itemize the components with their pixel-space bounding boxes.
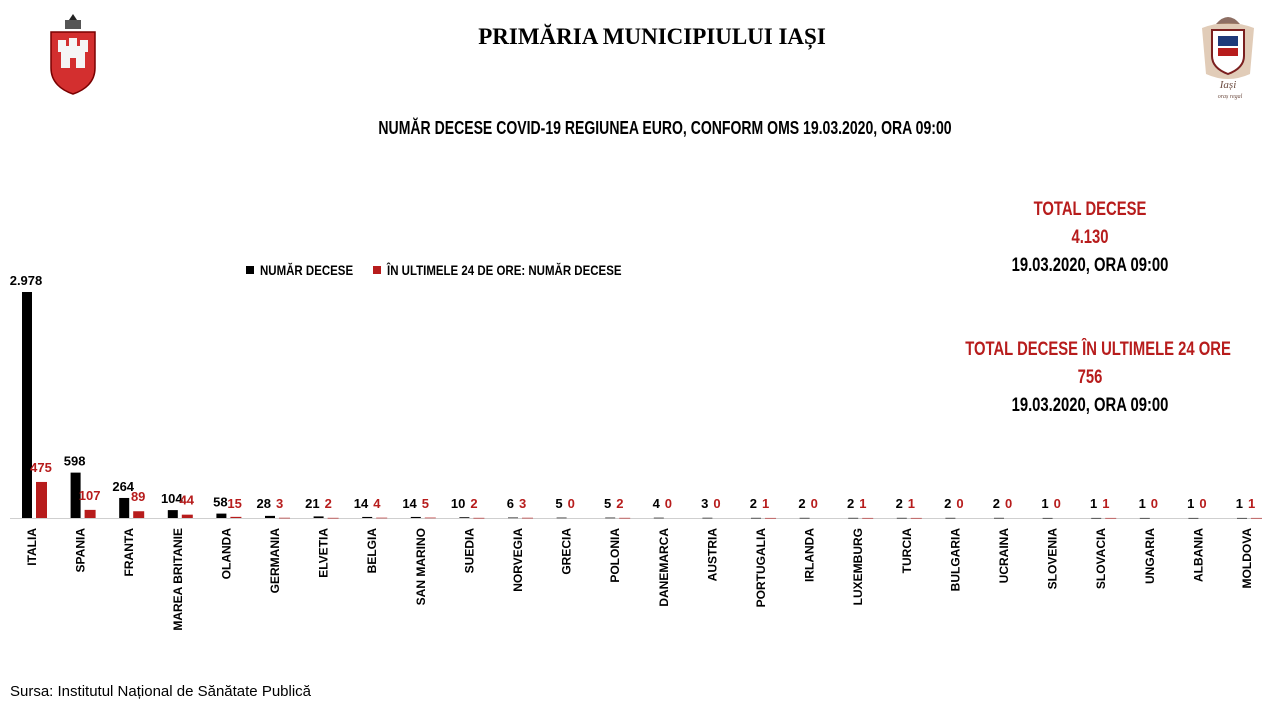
category-tick-label: LUXEMBURG — [851, 528, 866, 606]
data-label-last24: 5 — [421, 496, 430, 511]
bar-total-elvetia — [314, 516, 324, 518]
category-tick-label: MOLDOVA — [1240, 528, 1254, 589]
source-note: Sursa: Institutul Național de Sănătate Publică — [10, 683, 312, 700]
last24-deaths-value: 756 — [1077, 367, 1103, 388]
category-tick-label: ELVETIA — [316, 528, 331, 578]
bar-last24-italia — [36, 482, 47, 518]
bar-total-grecia — [557, 518, 567, 519]
data-label-last24: 0 — [956, 496, 964, 511]
bar-last24-olanda — [230, 517, 241, 518]
svg-text:Iași: Iași — [1219, 79, 1237, 91]
bar-total-ucraina — [994, 518, 1004, 519]
category-tick-label: NORVEGIA — [511, 528, 525, 592]
data-label-total: 598 — [63, 453, 86, 469]
data-label-total: 104 — [160, 491, 183, 507]
data-label-total: 264 — [112, 478, 135, 494]
data-label-last24: 4 — [373, 496, 381, 511]
chart-title: NUMĂR DECESE COVID-19 REGIUNEA EURO, CONFORM OMS 19.03.2020, ORA 09:00 — [378, 118, 952, 138]
data-label-total: 3 — [701, 496, 709, 511]
category-tick-label: FRANTA — [122, 528, 137, 577]
bar-total-polonia — [605, 518, 615, 519]
category-tick-label: GRECIA — [559, 528, 574, 575]
data-label-last24: 2 — [470, 496, 478, 511]
total-deaths-label: TOTAL DECESE — [1033, 199, 1147, 220]
category-tick-label: PORTUGALIA — [754, 528, 768, 608]
data-label-total: 2 — [749, 496, 757, 511]
bar-last24-luxemburg — [862, 518, 873, 519]
category-tick-label: ITALIA — [25, 528, 39, 566]
bar-last24-turcia — [911, 518, 922, 519]
bar-last24-moldova — [1251, 518, 1262, 519]
bar-total-germania — [265, 516, 275, 518]
bar-total-marea-britanie — [168, 510, 178, 518]
category-tick-label: ALBANIA — [1191, 528, 1206, 582]
category-tick-label: SUEDIA — [462, 528, 477, 574]
total-deaths-date: 19.03.2020, ORA 09:00 — [1011, 255, 1169, 276]
data-label-last24: 89 — [130, 489, 146, 505]
data-label-total: 2 — [944, 496, 952, 511]
data-label-last24: 0 — [1150, 496, 1159, 511]
data-label-last24: 1 — [859, 496, 867, 511]
category-tick-label: BULGARIA — [948, 528, 963, 592]
data-label-total: 2 — [895, 496, 903, 511]
data-label-total: 2 — [798, 496, 806, 511]
last24-deaths-date: 19.03.2020, ORA 09:00 — [1011, 395, 1169, 416]
data-label-last24: 3 — [276, 496, 284, 511]
category-tick-label: GERMANIA — [268, 528, 282, 594]
bar-last24-elvetia — [328, 518, 339, 519]
bar-last24-polonia — [619, 518, 630, 519]
data-label-last24: 15 — [227, 496, 242, 511]
category-tick-label: UNGARIA — [1142, 528, 1157, 584]
category-tick-label: SPANIA — [73, 528, 88, 573]
category-tick-label: TURCIA — [899, 528, 914, 574]
bar-total-albania — [1188, 518, 1198, 519]
data-label-total: 1 — [1187, 496, 1195, 511]
data-label-total: 28 — [256, 496, 271, 511]
bar-last24-spania — [85, 510, 96, 518]
category-tick-label: BELGIA — [365, 528, 380, 574]
bar-total-bulgaria — [945, 518, 955, 519]
category-tick-label: SAN MARINO — [413, 528, 428, 606]
data-label-last24: 0 — [567, 496, 575, 511]
data-label-last24: 1 — [1102, 496, 1110, 511]
category-tick-label: AUSTRIA — [705, 528, 720, 582]
data-label-total: 2 — [992, 496, 1000, 511]
data-label-last24: 1 — [762, 496, 770, 511]
data-label-last24: 3 — [519, 496, 527, 511]
data-label-last24: 0 — [713, 496, 721, 511]
bar-total-slovenia — [1043, 518, 1053, 519]
data-label-last24: 0 — [664, 496, 673, 511]
data-label-total: 10 — [450, 496, 466, 511]
data-label-last24: 44 — [179, 492, 195, 508]
category-tick-label: SLOVACIA — [1094, 528, 1109, 590]
category-tick-label: IRLANDA — [802, 528, 817, 582]
data-label-total: 1 — [1089, 496, 1098, 511]
data-label-last24: 0 — [810, 496, 818, 511]
bar-total-suedia — [459, 517, 469, 518]
data-label-total: 1 — [1235, 496, 1243, 511]
data-label-total: 1 — [1041, 496, 1049, 511]
total-deaths-value: 4.130 — [1071, 227, 1109, 248]
bar-last24-germania — [279, 518, 290, 519]
data-label-total: 14 — [353, 496, 369, 511]
data-label-total: 2 — [846, 496, 855, 511]
bar-last24-marea-britanie — [182, 515, 193, 518]
data-label-total: 1 — [1138, 496, 1146, 511]
bar-last24-norvegia — [522, 518, 533, 519]
bar-last24-portugalia — [765, 518, 776, 519]
bar-total-slovacia — [1091, 518, 1101, 519]
category-tick-label: POLONIA — [608, 528, 623, 583]
bar-last24-slovacia — [1105, 518, 1116, 519]
data-label-total: 21 — [305, 496, 320, 511]
data-label-total: 4 — [652, 496, 660, 511]
bar-last24-franta — [133, 511, 144, 518]
bar-total-ungaria — [1140, 518, 1150, 519]
bar-total-austria — [702, 518, 712, 519]
category-tick-label: OLANDA — [219, 528, 234, 580]
data-label-last24: 0 — [1005, 496, 1013, 511]
legend-label-last24: ÎN ULTIMELE 24 DE ORE: NUMĂR DECESE — [387, 262, 622, 278]
category-tick-label: DANEMARCA — [656, 528, 671, 607]
data-label-total: 6 — [506, 496, 514, 511]
bar-total-turcia — [897, 518, 907, 519]
category-tick-label: SLOVENIA — [1045, 528, 1060, 590]
bar-total-irlanda — [800, 518, 810, 519]
data-label-last24: 475 — [30, 459, 52, 475]
bar-last24-suedia — [473, 518, 484, 519]
bar-total-franta — [119, 498, 129, 518]
last24-deaths-label: TOTAL DECESE ÎN ULTIMELE 24 ORE — [965, 339, 1231, 360]
data-label-total: 58 — [213, 494, 228, 510]
legend-label-total: NUMĂR DECESE — [260, 262, 354, 278]
bar-total-portugalia — [751, 518, 761, 519]
data-label-last24: 0 — [1053, 496, 1061, 511]
data-label-last24: 1 — [907, 496, 916, 511]
bar-last24-san-marino — [425, 518, 436, 519]
category-tick-label: MAREA BRITANIE — [170, 528, 185, 631]
data-label-total: 14 — [402, 496, 417, 511]
bar-total-italia — [22, 292, 32, 518]
category-tick-label: UCRAINA — [997, 528, 1011, 584]
data-label-last24: 2 — [616, 496, 624, 511]
bar-total-danemarca — [654, 518, 664, 519]
bar-total-belgia — [362, 517, 372, 518]
page-title: PRIMĂRIA MUNICIPIULUI IAȘI — [478, 24, 826, 49]
data-label-total: 5 — [555, 496, 563, 511]
data-label-last24: 1 — [1248, 496, 1256, 511]
svg-text:oraș regal: oraș regal — [1217, 94, 1243, 100]
data-label-last24: 107 — [78, 487, 101, 503]
bar-total-san-marino — [411, 517, 421, 518]
bar-total-moldova — [1237, 518, 1247, 519]
bar-total-norvegia — [508, 518, 518, 519]
data-label-last24: 0 — [1199, 496, 1207, 511]
data-label-total: 2.978 — [9, 273, 43, 288]
data-label-last24: 2 — [324, 496, 332, 511]
bar-total-luxemburg — [848, 518, 858, 519]
bar-last24-belgia — [376, 518, 387, 519]
bar-total-olanda — [216, 514, 226, 518]
data-label-total: 5 — [603, 496, 612, 511]
